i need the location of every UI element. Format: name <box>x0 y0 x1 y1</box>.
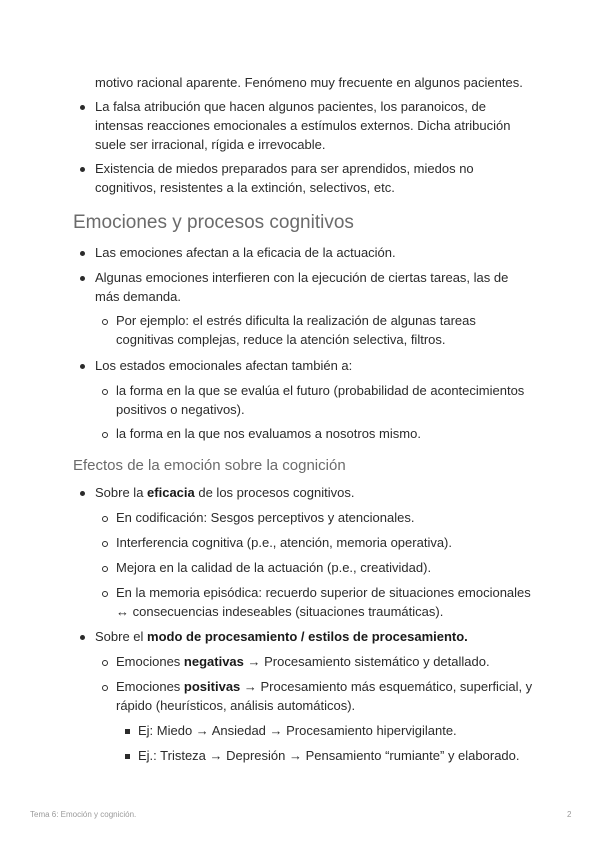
disc-bullet <box>80 364 85 369</box>
sub-list-item: Mejora en la calidad de la actuación (p.e., creatividad). <box>116 560 432 575</box>
sub-list-item: la forma en la que nos evaluamos a nosotros mismo. <box>116 426 421 441</box>
list-item: Sobre el modo de procesamiento / estilos de procesamiento. <box>95 629 468 644</box>
list-item: Existencia de miedos preparados para ser aprendidos, miedos no cognitivos, resistentes a la extinción, selectivos, etc. <box>95 161 474 195</box>
disc-bullet <box>80 251 85 256</box>
circle-bullet <box>102 541 108 547</box>
footer-title: Tema 6: Emoción y cognición. <box>30 810 137 819</box>
square-bullet <box>125 754 130 759</box>
circle-bullet <box>102 660 108 666</box>
disc-bullet <box>80 491 85 496</box>
sub-list-item: Emociones negativas → Procesamiento sistemático y detallado. <box>116 654 490 669</box>
disc-bullet <box>80 105 85 110</box>
circle-bullet <box>102 566 108 572</box>
subsection-heading: Efectos de la emoción sobre la cognición <box>73 457 346 474</box>
continued-text: motivo racional aparente. Fenómeno muy frecuente en algunos pacientes. <box>95 75 523 90</box>
circle-bullet <box>102 432 108 438</box>
disc-bullet <box>80 167 85 172</box>
list-item: Sobre la eficacia de los procesos cognitivos. <box>95 485 355 500</box>
disc-bullet <box>80 635 85 640</box>
sub-list-item: Emociones positivas → Procesamiento más esquemático, superficial, y rápido (heurísticos, análisis automáticos). <box>116 679 533 713</box>
disc-bullet <box>80 276 85 281</box>
sub-sub-list-item: Ej.: Tristeza → Depresión → Pensamiento “rumiante” y elaborado. <box>138 748 520 763</box>
circle-bullet <box>102 389 108 395</box>
page-number: 2 <box>567 810 572 819</box>
list-item: Las emociones afectan a la eficacia de la actuación. <box>95 245 396 260</box>
list-item: Algunas emociones interfieren con la ejecución de ciertas tareas, las de más demanda. <box>95 270 509 304</box>
circle-bullet <box>102 685 108 691</box>
sub-list-item: En la memoria episódica: recuerdo superior de situaciones emocionales ↔ consecuencias indeseables (situaciones traumáticas). <box>116 585 531 619</box>
circle-bullet <box>102 516 108 522</box>
sub-list-item: Interferencia cognitiva (p.e., atención, memoria operativa). <box>116 535 453 550</box>
sub-list-item: la forma en la que se evalúa el futuro (probabilidad de acontecimientos positivos o negativos). <box>116 383 525 417</box>
circle-bullet <box>102 591 108 597</box>
list-item: La falsa atribución que hacen algunos pacientes, los paranoicos, de intensas reacciones emocionales a estímulos externos. Dicha atribución suele ser irracional, rígida e irrevocable. <box>95 99 511 152</box>
square-bullet <box>125 729 130 734</box>
section-heading: Emociones y procesos cognitivos <box>73 212 354 233</box>
circle-bullet <box>102 319 108 325</box>
list-item: Los estados emocionales afectan también a: <box>95 358 353 373</box>
sub-list-item: En codificación: Sesgos perceptivos y atencionales. <box>116 510 415 525</box>
sub-list-item: Por ejemplo: el estrés dificulta la realización de algunas tareas cognitivas complejas, reduce la atención selectiva, filtros. <box>116 313 476 347</box>
sub-sub-list-item: Ej: Miedo → Ansiedad → Procesamiento hipervigilante. <box>138 723 457 738</box>
